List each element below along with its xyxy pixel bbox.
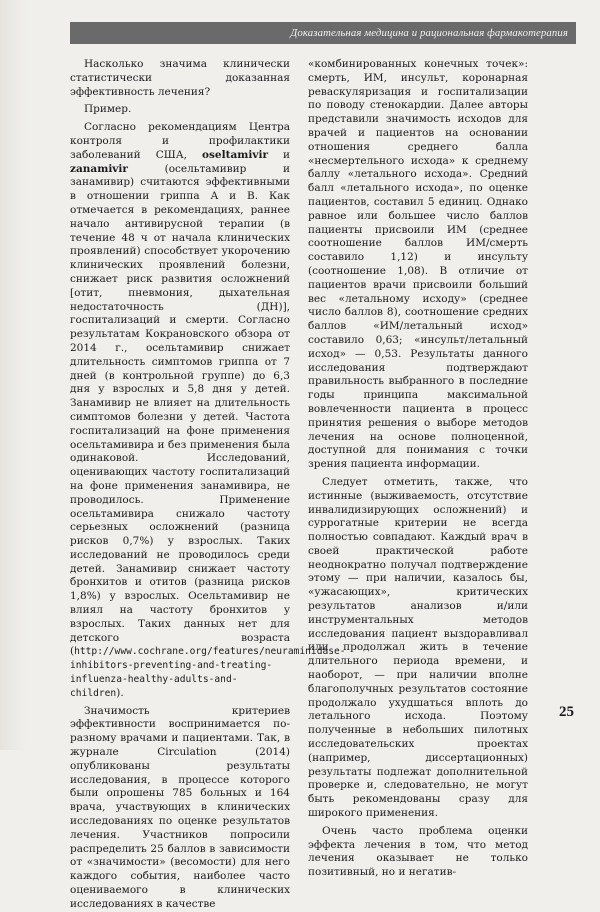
continuation-paragraph: «комбинированных конечных точек»: смерть, ИМ, инсульт, коронарная реваскуляризация и госпитализации по поводу стенокардии. Далее авторы представили значимость исходов для врачей и пациентов на основании отношения среднего балла «несмертельного исхода» к среднему баллу «летального исхода». Средний балл «летального исхода», по оценке пациентов, составил 5 единиц. Однако равное или большее число баллов пациенты присвоили ИМ (среднее соотношение баллов ИМ/смерть составило 1,12) и инсульту (соотношение 1,08). В отличие от пациентов врачи присвоили больший вес «летальному исходу» (среднее число баллов 8), соотношение средних баллов «ИМ/летальный исход» составило 0,63; «инсульт/летальный исход» — 0,53. Результаты данного исследования подтверждают правильность выбранного в последние годы принципа максимальной вовлеченности пациента в процесс принятия решения о выборе методов лечения на основе полноценной, доступной для понимания с точки зрения пациента информации.: [308, 58, 528, 471]
drug-name-oseltamivir: oseltamivir: [202, 148, 268, 161]
example-lead-text: Согласно рекомендациям Центра контроля и профилактики заболеваний США,: [70, 121, 290, 161]
surrogate-criteria-paragraph: Следует отметить, также, что истинные (выживаемость, отсутствие инвалидизирующих осложнений) и суррогатные критерии не всегда полностью совпадают. Каждый врач в своей практической работе неоднократно получал подтверждение этому — при наличии, казалось бы, «ужасающих», критических результатов анализов и/или инструментальных методов исследования пациент выздоравливал или продолжал жить в течение длительного периода времени, и наоборот, — при наличии вполне благополучных результатов состояние продолжало ухудшаться вплоть до летального исхода. Поэтому полученные в небольших пилотных исследовательских проектах (например, диссертационных) результаты подлежат дополнительной проверке и, следовательно, не могут быть рекомендованы сразу для широкого применения.: [308, 475, 528, 820]
left-column: [70, 58, 346, 910]
example-label: Пример.: [84, 103, 132, 116]
significance-paragraph: Значимость критериев эффективности воспринимается по-разному врачами и пациентами. Так, в журнале Circulation (2014) опубликованы результаты исследования, в процессе которого были опрошены 785 больных и 164 врача, участвующих в клинических исследованиях по оценке результатов лечения. Участников попросили распределить 25 баллов в зависимости от «значимости» (весомости) для него каждого события, наиболее часто оцениваемого в клинических исследованиях в качестве: [70, 704, 290, 910]
and-word: и: [283, 148, 290, 161]
drug-name-zanamivir: zanamivir: [70, 162, 128, 175]
running-header-title: Доказательная медицина и рациональная фармакотерапия: [290, 27, 568, 39]
page-number: 25: [559, 704, 574, 720]
example-body-text: (осельтамивир и занамивир) считаются эффективными в отношении гриппа A и B. Как отмечается в рекомендациях, раннее начало антивирусной терапии (в течение 48 ч от начала клинических проявлений) способствует укорочению клинических проявлений болезни, снижает риск развития осложнений [отит, пневмония, дыхательная недостаточность (ДН)], госпитализаций и смерти. Согласно результатам Кокрановского обзора от 2014 г., осельтамивир снижает длительность симптомов гриппа от 7 дней (в контрольной группе) до 6,3 дня у взрослых и 5,8 дня у детей. Занамивир не влияет на длительность симптомов болезни у детей. Частота госпитализаций на фоне применения осельтамивира и без применения была одинаковой. Исследований, оценивающих частоту госпитализаций на фоне применения занамивира, не проводилось. Применение осельтамивира снижало частоту серьезных осложнений (разница рисков 0,7%) у взрослых. Таких исследований не проводилось среди детей. Занамивир снижает частоту бронхитов и отитов (разница рисков 1,8%) у взрослых. Осельтамивир не влиял на частоту бронхитов у взрослых. Таких данных нет для детского возраста (: [70, 162, 290, 658]
page-gutter-shadow: [0, 0, 26, 750]
running-header-bar: [70, 22, 576, 44]
treatment-effect-paragraph: Очень часто проблема оценки эффекта лечения в том, что метод лечения оказывает не только позитивный, но и негатив-: [308, 824, 528, 879]
example-paragraph: [70, 121, 346, 700]
example-close-text: ).: [116, 686, 124, 699]
cochrane-url-text: http://www.cochrane.org/features/neuraminidase-inhibitors-preventing-and-treating-influenza-healthy-adults-and-children: [70, 646, 346, 699]
question-paragraph: Насколько значима клинически статистически доказанная эффективность лечения?: [70, 58, 290, 98]
right-column: [308, 58, 528, 879]
